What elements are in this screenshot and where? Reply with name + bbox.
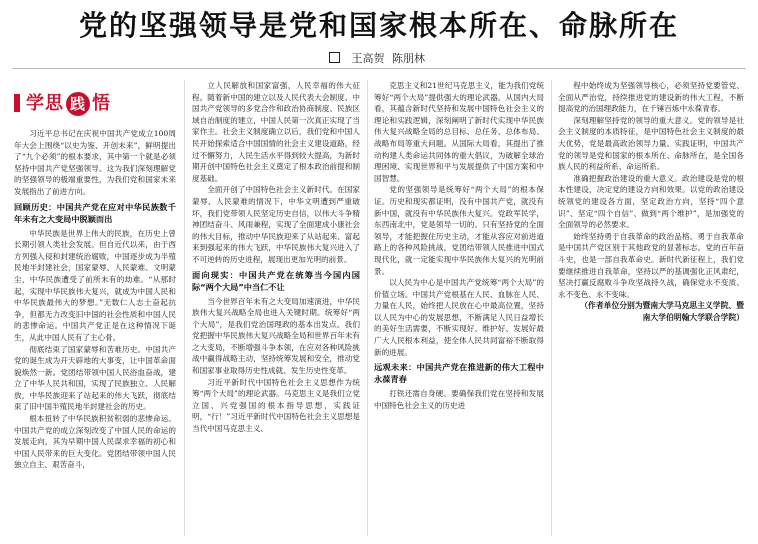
title-divider — [12, 68, 746, 69]
text-column-1 — [14, 128, 176, 536]
section-heading: 面向现实：中国共产党在统筹当今国内国际“两个大局”中当仁不让 — [192, 269, 360, 292]
paragraph: 准确把握政治建设的重大意义。政治建设是党的根本性建设，决定党的建设方向和效果。以党的政治建设统领党的建设各方面，坚定政治方向，坚持“四个意识”、坚定“四个自信”、做到“两个维护”，是加强党的全面领导的必然要求。 — [558, 173, 744, 230]
badge-circle: 践 — [66, 92, 90, 116]
paragraph: 深刻理解坚持党的领导的重大意义。党的领导是社会主义制度的本质特征，是中国特色社会主义制度的最大优势，党是最高政治领导力量。实践证明，中国共产党的领导是党和国家的根本所在、命脉所在，是全国各族人民的利益所系、命运所系。 — [558, 115, 744, 172]
byline — [0, 50, 758, 66]
badge-text — [26, 89, 111, 116]
paragraph: 习近平总书记在庆祝中国共产党成立100周年大会上围绕“以史为鉴、开创未来”，鲜明提出了“九个必须”的根本要求，其中第一个就是必须坚持中国共产党坚强领导。这为我们深刻理解党的坚强领导的极端重要性，为我们党和国家未来发展指出了前进方向。 — [14, 129, 176, 196]
paragraph: 中华民族是世界上伟大的民族，在历史上曾长期引领人类社会发展。但自近代以来，由于西方列强入侵和封建统治腐败，中国逐步成为半殖民地半封建社会，国家蒙辱、人民蒙难、文明蒙尘，中华民族遭受了前所未有的劫难。“从那时起，实现中华民族伟大复兴，就成为中国人民和中华民族最伟大的梦想。”无数仁人志士奋起抗争，但都无力改变旧中国的社会性质和中国人民的悲惨命运。中国共产党正是在这种情况下诞生，从此中国人民有了主心骨。 — [14, 228, 176, 342]
text-column-2 — [192, 80, 360, 536]
author-affiliation: （作者单位分别为暨南大学马克思主义学院、暨南大学伯明翰大学联合学院） — [580, 301, 744, 322]
section-heading: 远观未来：中国共产党在推进新的伟大工程中永葆青春 — [374, 362, 544, 385]
paragraph: 党的坚强领导是统筹好“两个大局”的根本保证。历史和现实都证明，没有中国共产党，就没有新中国，就没有中华民族伟大复兴。党政军民学，东西南北中，党是领导一切的。只有坚持党的全面领导，才能把握住历史主动，才能从容应对前进道路上的各种风险挑战，党团结带领人民推进中国式现代化，就一定能实现中华民族伟大复兴的光明前景。 — [374, 185, 544, 276]
paragraph: 当今世界百年未有之大变局加速演进，中华民族伟大复兴战略全局也进入关键时期。统筹好“两个大局”，是我们党治国理政的基本出发点。我们党把握中华民族伟大复兴战略全局和世界百年未有之大变局，不断增强斗争本领，在应对各种风险挑战中赢得战略主动，坚持统筹发展和安全，推动党和国家事业取得历史性成就、发生历史性变革。 — [192, 296, 360, 376]
column-separator — [367, 80, 368, 536]
paragraph: 习近平新时代中国特色社会主义思想作为统筹“两个大局”的理论武器。马克思主义是我们立党立国、兴党强国的根本指导思想，实践证明，“行！”习近平新时代中国特色社会主义思想是当代中国马克思主义、 — [192, 377, 360, 434]
paragraph: 打铁还需自身硬。要确保我们党在坚持和发展中国特色社会主义的历史进 — [374, 389, 544, 410]
author-name: 陈朋林 — [392, 52, 425, 65]
text-column-4 — [558, 80, 744, 536]
paragraph: 始终坚持勇于自我革命的政治品格。勇于自我革命是中国共产党区别于其他政党的显著标志。党的百年奋斗史，也是一部自我革命史。新时代新征程上，我们党要继续推进自我革命，坚持以严的基调强化正风肃纪，坚决打赢反腐败斗争攻坚战持久战，确保党永不变质、永不变色、永不变味。 — [558, 231, 744, 299]
text-column-3 — [374, 80, 544, 536]
badge-bar — [14, 94, 20, 112]
column-separator — [184, 80, 185, 536]
article-title: 党的坚强领导是党和国家根本所在、命脉所在 — [78, 9, 679, 42]
badge-suffix: 悟 — [92, 93, 111, 114]
byline-box-icon — [329, 52, 340, 63]
paragraph: 全面开创了中国特色社会主义新时代。在国家蒙辱、人民蒙难的情况下，中华文明遭到严重破坏，我们党带领人民坚定历史自信，以伟大斗争精神团结奋斗、风雨兼程，实现了全面建成小康社会的伟大目标，推动中华民族迎来了从站起来、富起来到强起来的伟大飞跃，中华民族伟大复兴进入了不可逆转的历史进程，展现出更加光明的前景。 — [192, 185, 360, 264]
column-badge — [14, 84, 138, 120]
author-name: 王高贺 — [351, 52, 385, 65]
section-heading: 回顾历史：中国共产党在应对中华民族数千年未有之大变局中脱颖而出 — [14, 201, 176, 224]
paragraph: 以人民为中心是中国共产党统筹“两个大局”的价值立场。中国共产党根基在人民、血脉在人民、力量在人民，始终把人民放在心中最高位置，坚持以人民为中心的发展思想，不断满足人民日益增长的美好生活需要，不断实现好、维护好、发展好最广大人民根本利益，使全体人民共同富裕不断取得新的进展。 — [374, 278, 544, 357]
badge-prefix: 学思 — [26, 93, 64, 114]
paragraph: 立人民解放和国家富强，人民幸福的伟大征程。随着新中国的建立以及人民代表大会制度、中国共产党领导的多党合作和政治协商制度、民族区域自治制度的建立，中国人民第一次真正实现了当家作主。社会主义制度确立以后，我们党和中国人民开始探索适合中国国情的社会主义建设道路，经过不懈努力，人民生活水平得到较大提高，为新时期开创中国特色社会主义奠定了根本政治前提和制度基础。 — [192, 81, 360, 183]
column-separator — [551, 80, 552, 536]
paragraph: 根本扭转了中华民族积贫积弱的悲惨命运。中国共产党的成立深刻改变了中国人民的命运的发展走向，其为早期中国人民谋求幸福的初心和中国人民带来的巨大变化。党团结带领中国人民独立自主、艰苦奋斗， — [14, 414, 176, 470]
paragraph: 克思主义和21世纪马克思主义，能为我们党统筹好“两个大局”提供强大的理论武器。从国内大局看，其蕴含新时代坚持和发展中国特色社会主义的理论和实践逻辑，深刻阐明了新时代实现中华民族伟大复兴战略全局的总目标、总任务、总体布局、战略布局等重大问题。从国际大局看，其提出了推动构建人类命运共同体的重大倡议，为破解全球治理困境、实现世界和平与发展提供了中国方案和中国智慧。 — [374, 81, 544, 183]
paragraph: 程中始终成为坚强领导核心，必须坚持党要管党、全面从严治党，持续推进党的建设新的伟大工程，不断提高党的治国理政能力，在千锤百炼中永葆青春。 — [558, 81, 744, 114]
paragraph: 彻底结束了国家蒙辱和苦难历史。中国共产党的诞生成为开天辟地的大事变，让中国革命面貌焕然一新。党团结带领中国人民浴血奋战，建立了中华人民共和国，实现了民族独立、人民解放，中华民族迎来了站起来的伟大飞跃，彻底结束了旧中国半殖民地半封建社会的历史。 — [14, 344, 176, 412]
